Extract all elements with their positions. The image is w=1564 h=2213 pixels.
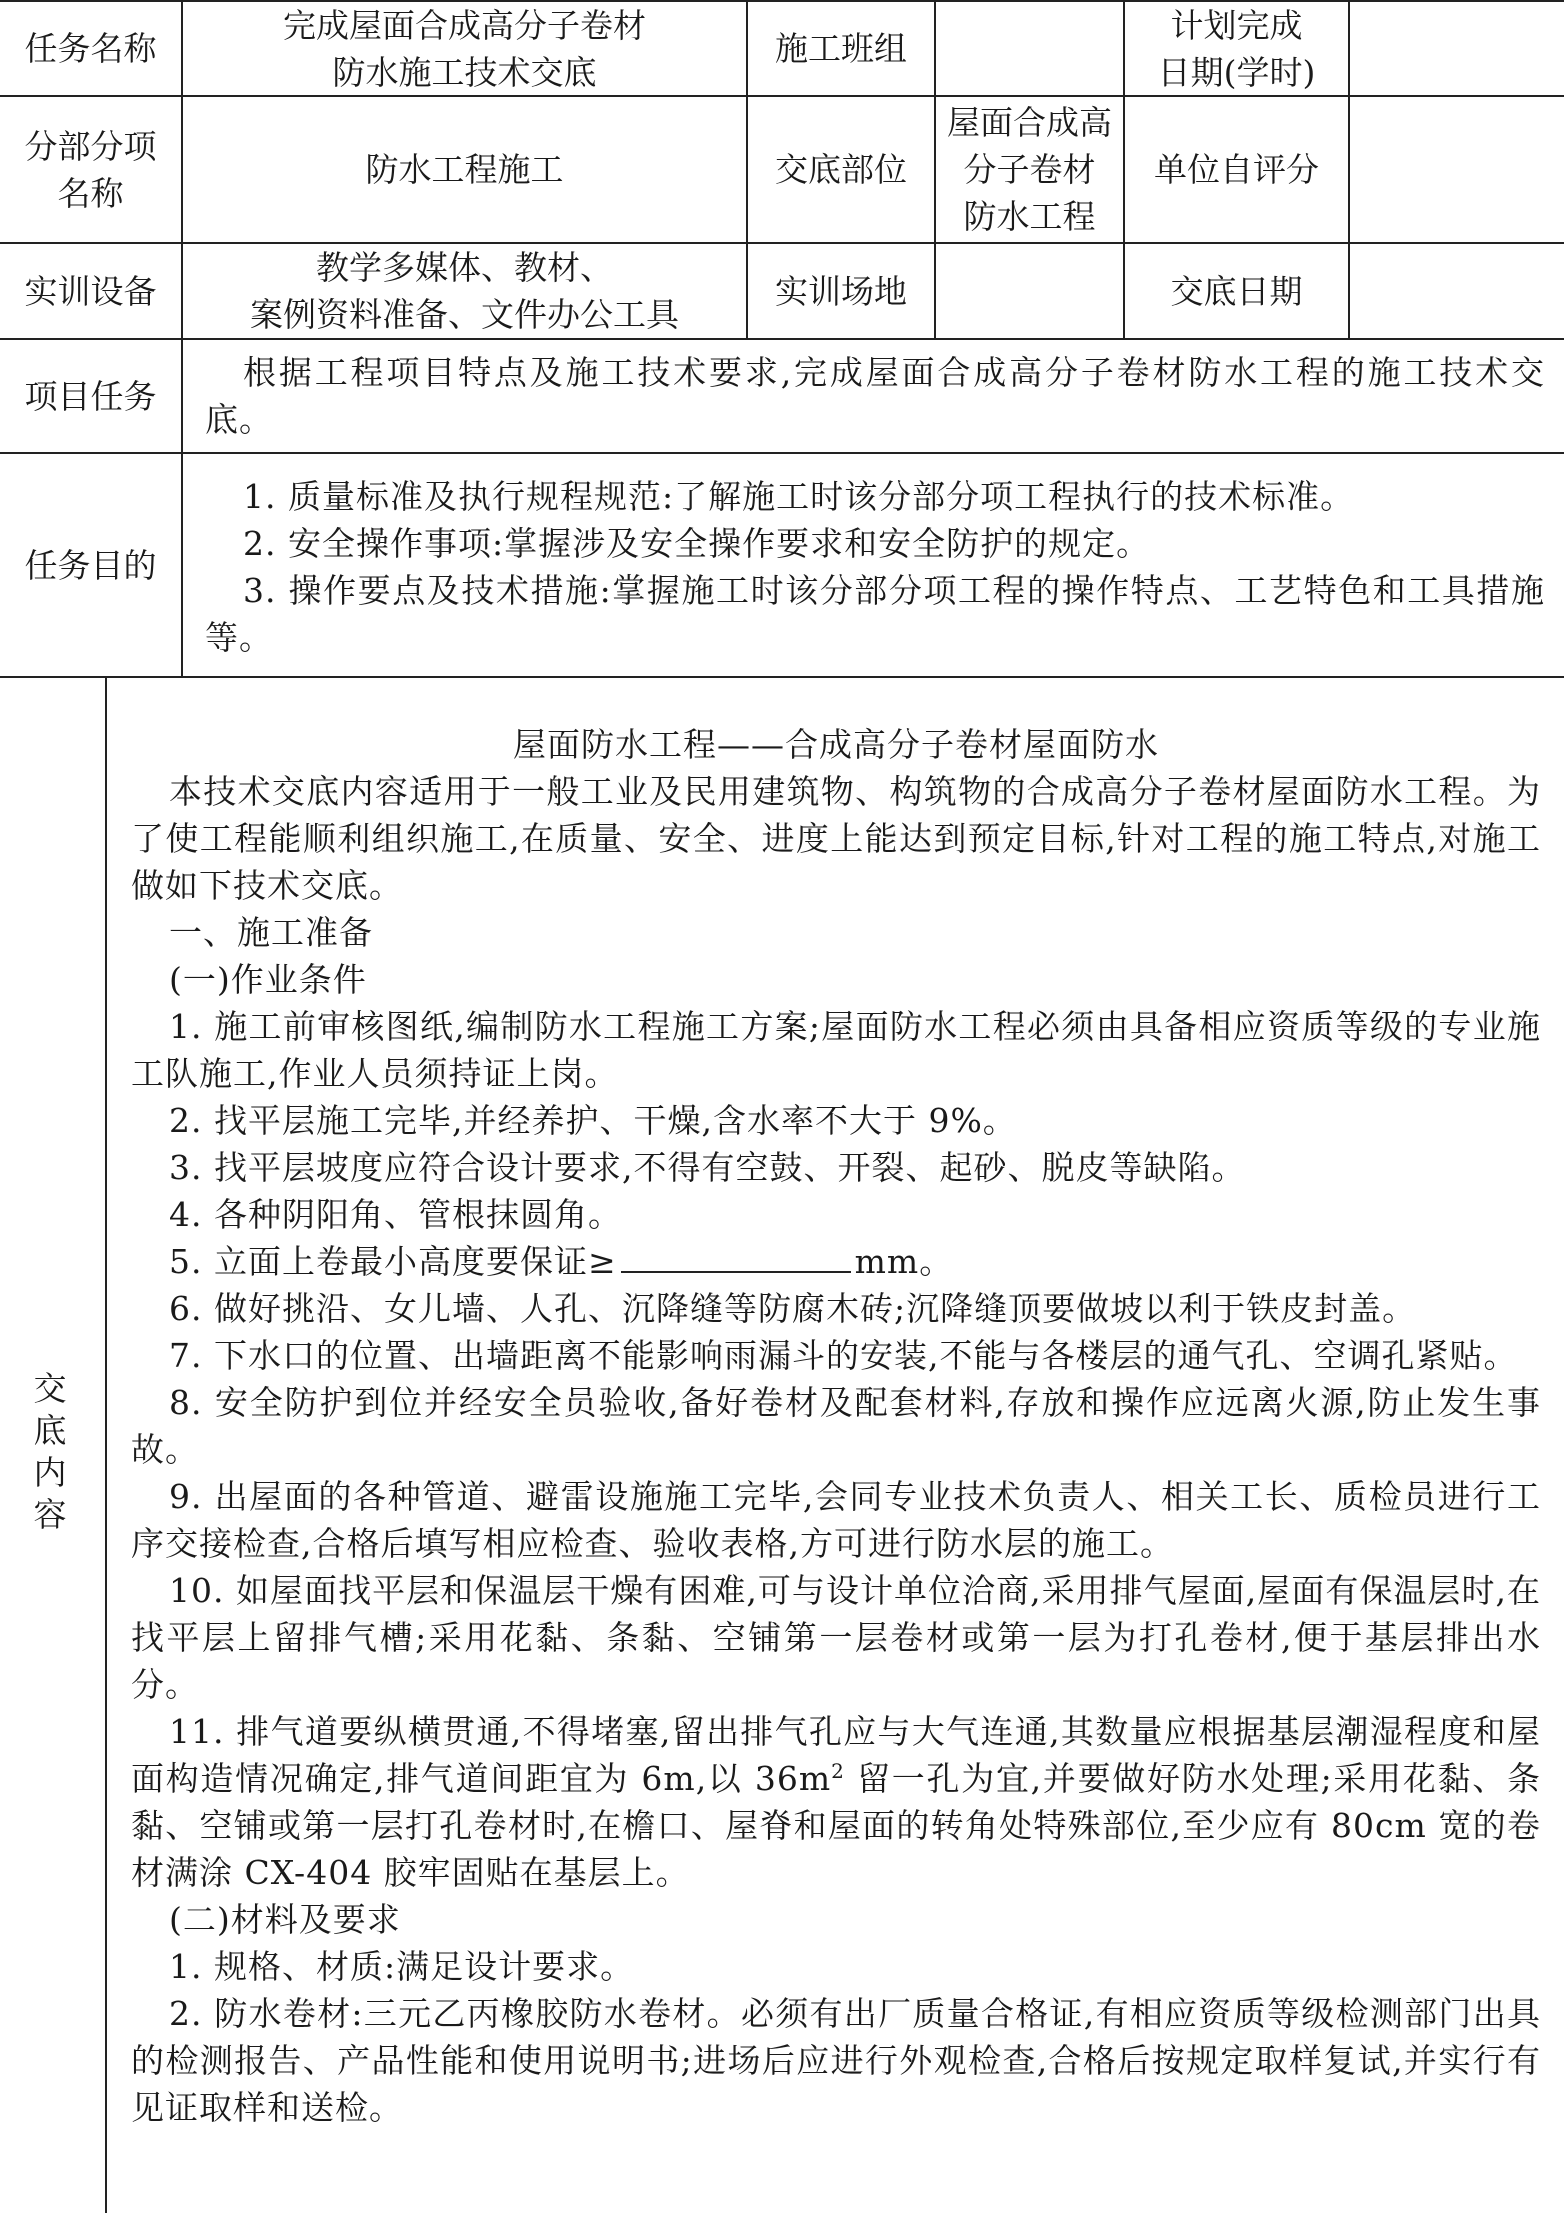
sub-project-label-line-2: 名称 bbox=[57, 173, 124, 213]
item-5 bbox=[131, 1238, 1541, 1285]
disclosure-title: 屋面防水工程——合成高分子卷材屋面防水 bbox=[513, 725, 1159, 764]
task-name-label: 任务名称 bbox=[24, 29, 157, 68]
item-2: 2. 找平层施工完毕,并经养护、干燥,含水率不大于 9%。 bbox=[169, 1101, 1017, 1140]
h-line-5 bbox=[0, 676, 1564, 678]
team-value bbox=[936, 2, 1123, 95]
plan-label bbox=[1125, 2, 1348, 95]
part-value-line-2: 分子卷材 bbox=[963, 150, 1096, 189]
plan-label-line-2: 日期(学时) bbox=[1157, 52, 1316, 92]
item-8: 8. 安全防护到位并经安全员验收,备好卷材及配套材料,存放和操作应远离火源,防止发生事故。 bbox=[131, 1383, 1541, 1469]
label-char-2: 底 bbox=[33, 1411, 67, 1450]
plan-label-line-1: 计划完成 bbox=[1170, 5, 1303, 45]
item-11-part-a: 11. 排气道要纵横贯通,不得堵塞,留出排气孔应与大气连通,其数量应根据基层潮湿程度和屋面构造情况确定,排气道间距宜为 6m,以 36m bbox=[131, 1712, 1541, 1798]
sub-project-value: 防水工程施工 bbox=[365, 150, 564, 189]
item-9: 9. 出屋面的各种管道、避雷设施施工完毕,会同专业技术负责人、相关工长、质检员进行工序交接检查,合格后填写相应检查、验收表格,方可进行防水层的施工。 bbox=[131, 1477, 1541, 1563]
self-score-value bbox=[1350, 97, 1564, 242]
item-11-superscript: 2 bbox=[831, 1759, 845, 1783]
task-name-line-1: 完成屋面合成高分子卷材 bbox=[283, 5, 646, 45]
item-1: 1. 施工前审核图纸,编制防水工程施工方案;屋面防水工程必须由具备相应资质等级的专业施工队施工,作业人员须持证上岗。 bbox=[131, 1007, 1541, 1093]
date-label: 交底日期 bbox=[1170, 271, 1303, 311]
date-value bbox=[1350, 244, 1564, 338]
part-value bbox=[936, 97, 1123, 242]
equipment-label: 实训设备 bbox=[24, 271, 157, 311]
plan-value bbox=[1350, 2, 1564, 95]
task-purpose-item-2: 2. 安全操作事项:掌握涉及安全操作要求和安全防护的规定。 bbox=[243, 524, 1151, 563]
item-11-part-b: 留一孔为宜,并要做好防水处理;采用花黏、条黏、空铺或第一层打孔卷材时,在檐口、屋脊和屋面的转角处特殊部位,至少应有 80cm 宽的卷材满涂 CX-404 胶牢固贴在基层上。 bbox=[131, 1759, 1542, 1892]
section-1-heading: 一、施工准备 bbox=[169, 913, 373, 952]
site-value bbox=[936, 244, 1123, 338]
item-3: 3. 找平层坡度应符合设计要求,不得有空鼓、开裂、起砂、脱皮等缺陷。 bbox=[169, 1148, 1246, 1187]
item-5-post: mm。 bbox=[854, 1242, 954, 1281]
project-task-text: 根据工程项目特点及施工技术要求,完成屋面合成高分子卷材防水工程的施工技术交底。 bbox=[205, 353, 1545, 439]
item-7: 7. 下水口的位置、出墙距离不能影响雨漏斗的安装,不能与各楼层的通气孔、空调孔紧贴。 bbox=[169, 1336, 1518, 1375]
equipment-value-line-1: 教学多媒体、教材、 bbox=[316, 248, 613, 287]
item-10: 10. 如屋面找平层和保温层干燥有困难,可与设计单位洽商,采用排气屋面,屋面有保温层时,在找平层上留排气槽;采用花黏、条黏、空铺第一层卷材或第一层为打孔卷材,便于基层排出水分。 bbox=[131, 1571, 1541, 1704]
disclosure-body bbox=[131, 721, 1541, 2131]
item-4: 4. 各种阴阳角、管根抹圆角。 bbox=[169, 1195, 622, 1234]
equipment-value bbox=[183, 244, 746, 338]
self-score-label: 单位自评分 bbox=[1154, 150, 1319, 189]
disclosure-intro: 本技术交底内容适用于一般工业及民用建筑物、构筑物的合成高分子卷材屋面防水工程。为了使工程能顺利组织施工,在质量、安全、进度上能达到预定目标,针对工程的施工特点,对施工做如下技术交底。 bbox=[131, 772, 1541, 905]
v-line-disclosure bbox=[105, 676, 107, 2213]
part-value-line-1: 屋面合成高 bbox=[947, 103, 1112, 142]
subsection-1-heading: (一)作业条件 bbox=[169, 960, 367, 999]
equipment-value-line-2: 案例资料准备、文件办公工具 bbox=[250, 295, 679, 334]
part-value-line-3: 防水工程 bbox=[963, 197, 1096, 236]
task-purpose-item-1: 1. 质量标准及执行规程规范:了解施工时该分部分项工程执行的技术标准。 bbox=[243, 477, 1355, 516]
site-label: 实训场地 bbox=[775, 271, 907, 311]
item-5-pre: 5. 立面上卷最小高度要保证≥ bbox=[169, 1242, 617, 1281]
item-6: 6. 做好挑沿、女儿墙、人孔、沉降缝等防腐木砖;沉降缝顶要做坡以利于铁皮封盖。 bbox=[169, 1289, 1417, 1328]
h-line-4 bbox=[0, 452, 1564, 454]
task-purpose-item-3: 3. 操作要点及技术措施:掌握施工时该分部分项工程的操作特点、工艺特色和工具措施等。 bbox=[205, 571, 1545, 657]
label-char-3: 内 bbox=[33, 1453, 67, 1492]
min-height-blank bbox=[621, 1241, 851, 1273]
material-2: 2. 防水卷材:三元乙丙橡胶防水卷材。必须有出厂质量合格证,有相应资质等级检测部门出具的检测报告、产品性能和使用说明书;进场后应进行外观检查,合格后按规定取样复试,并实行有见证取样和送检。 bbox=[131, 1994, 1541, 2127]
task-name-value bbox=[183, 2, 746, 95]
sub-project-label bbox=[0, 97, 181, 242]
label-char-1: 交 bbox=[33, 1369, 67, 1408]
team-label: 施工班组 bbox=[775, 29, 907, 68]
task-name-line-2: 防水施工技术交底 bbox=[332, 52, 597, 92]
material-1: 1. 规格、材质:满足设计要求。 bbox=[169, 1947, 635, 1986]
part-label: 交底部位 bbox=[775, 150, 907, 189]
h-line-3 bbox=[0, 338, 1564, 340]
task-purpose-label: 任务目的 bbox=[24, 545, 157, 585]
disclosure-content-label bbox=[20, 1368, 80, 1536]
project-task-label: 项目任务 bbox=[24, 376, 157, 416]
sub-project-label-line-1: 分部分项 bbox=[24, 126, 157, 166]
subsection-2-heading: (二)材料及要求 bbox=[169, 1900, 401, 1939]
item-11 bbox=[131, 1708, 1541, 1896]
label-char-4: 容 bbox=[33, 1495, 67, 1534]
